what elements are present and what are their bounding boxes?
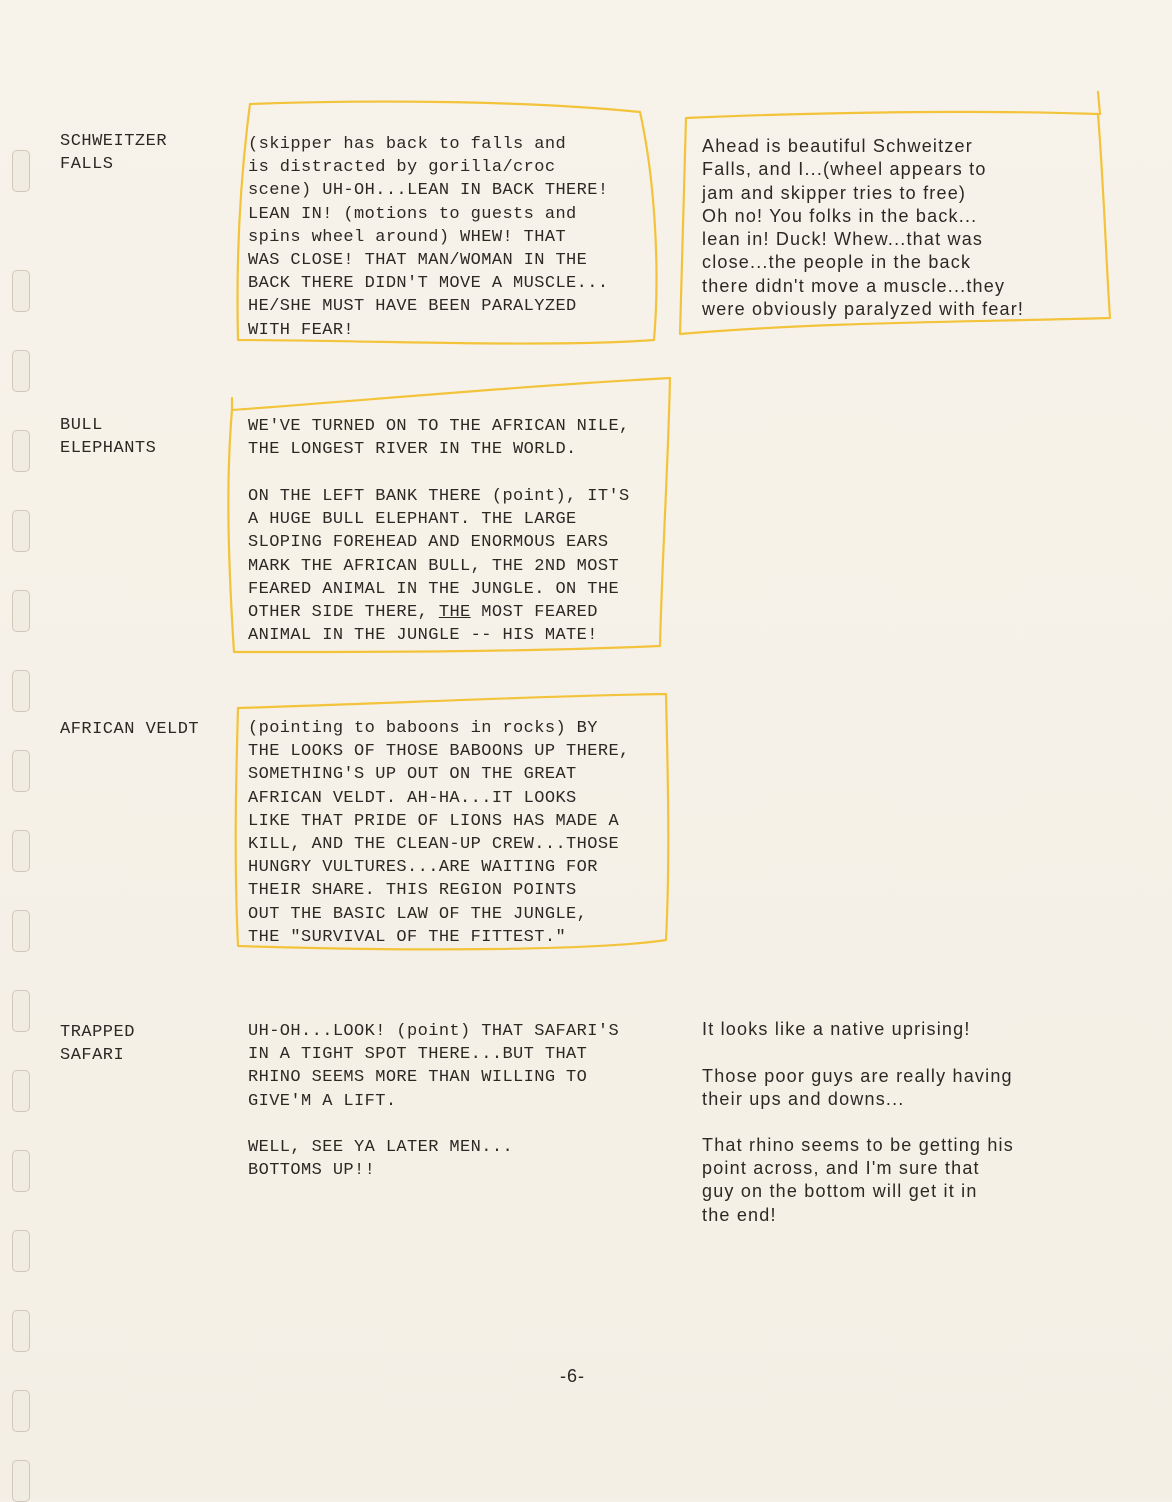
section-label-trapped-safari: TRAPPED SAFARI (60, 1023, 135, 1065)
binder-hole (12, 270, 30, 312)
african-veldt-original-text: (pointing to baboons in rocks) BY THE LOOKS OF THOSE BABOONS UP THERE, SOMETHING'S UP OUT ON THE GREAT AFRICAN VELDT. AH-HA...IT LOOKS LIKE THAT PRIDE OF LIONS HAS MADE A KILL, AND THE CLEAN-UP CREW...THOSE HUNGRY VULTURES...ARE WAITING FOR THEIR SHARE. THIS REGION POINTS OUT THE BASIC LAW OF THE JUNGLE, THE "SURVIVAL OF THE FITTEST." (248, 719, 630, 947)
binder-holes (6, 150, 40, 1490)
binder-hole (12, 670, 30, 712)
schweitzer-falls-alternate-text: Ahead is beautiful Schweitzer Falls, and I...(wheel appears to jam and skipper tries to free) Oh no! You folks in the back... lean in! Duck! Whew...that was close...the people in the back there didn't move a muscle...they were obviously paralyzed with fear! (702, 136, 1025, 320)
bull-elephants-body-text (248, 485, 630, 647)
binder-hole (12, 910, 30, 952)
schweitzer-falls-original-text: (skipper has back to falls and is distracted by gorilla/croc scene) UH-OH...LEAN IN BACK THERE! LEAN IN! (motions to guests and spins wheel around) WHEW! THAT WAS CLOSE! THAT MAN/WOMAN IN THE BACK THERE DIDN'T MOVE A MUSCLE... HE/SHE MUST HAVE BEEN PARALYZED WITH FEAR! (248, 135, 609, 340)
bull-elephants-underlined-word: THE (438, 603, 471, 623)
binder-hole (12, 1310, 30, 1352)
binder-hole (12, 430, 30, 472)
binder-hole (12, 830, 30, 872)
trapped-safari-alternate-text-3: That rhino seems to be getting his point across, and I'm sure that guy on the bottom will get it in the end! (702, 1135, 1014, 1225)
section-label-african-veldt: AFRICAN VELDT (60, 720, 200, 739)
section-label-schweitzer-falls: SCHWEITZER FALLS (60, 132, 168, 174)
trapped-safari-original-text-1: UH-OH...LOOK! (point) THAT SAFARI'S IN A TIGHT SPOT THERE...BUT THAT RHINO SEEMS MORE THAN WILLING TO GIVE'M A LIFT. (248, 1022, 620, 1111)
binder-hole (12, 990, 30, 1032)
trapped-safari-alternate-text-2: Those poor guys are really having their ups and downs... (702, 1066, 1013, 1110)
binder-hole (12, 1150, 30, 1192)
page-number: -6- (560, 1366, 585, 1386)
binder-hole (12, 350, 30, 392)
trapped-safari-original-text-2: WELL, SEE YA LATER MEN... BOTTOMS UP!! (248, 1138, 514, 1181)
binder-hole (12, 590, 30, 632)
trapped-safari-alternate-text-1: It looks like a native uprising! (702, 1019, 971, 1039)
binder-hole (12, 750, 30, 792)
bull-elephants-body-part-a: ON THE LEFT BANK THERE (point), IT'S A HUGE BULL ELEPHANT. THE LARGE SLOPING FOREHEAD AND ENORMOUS EARS MARK THE AFRICAN BULL, THE 2ND MOST FEARED ANIMAL IN THE JUNGLE. ON THE OTHER SIDE THERE, (248, 487, 630, 623)
binder-hole (12, 510, 30, 552)
binder-hole (12, 1390, 30, 1432)
binder-hole (12, 150, 30, 192)
bull-elephants-intro-text: WE'VE TURNED ON TO THE AFRICAN NILE, THE LONGEST RIVER IN THE WORLD. (248, 417, 630, 460)
binder-hole (12, 1230, 30, 1272)
binder-hole (12, 1070, 30, 1112)
section-label-bull-elephants: BULL ELEPHANTS (60, 416, 157, 458)
bull-elephants-body-part-b: MOST FEARED ANIMAL IN THE JUNGLE -- HIS MATE! (248, 603, 598, 646)
binder-hole (12, 1460, 30, 1502)
